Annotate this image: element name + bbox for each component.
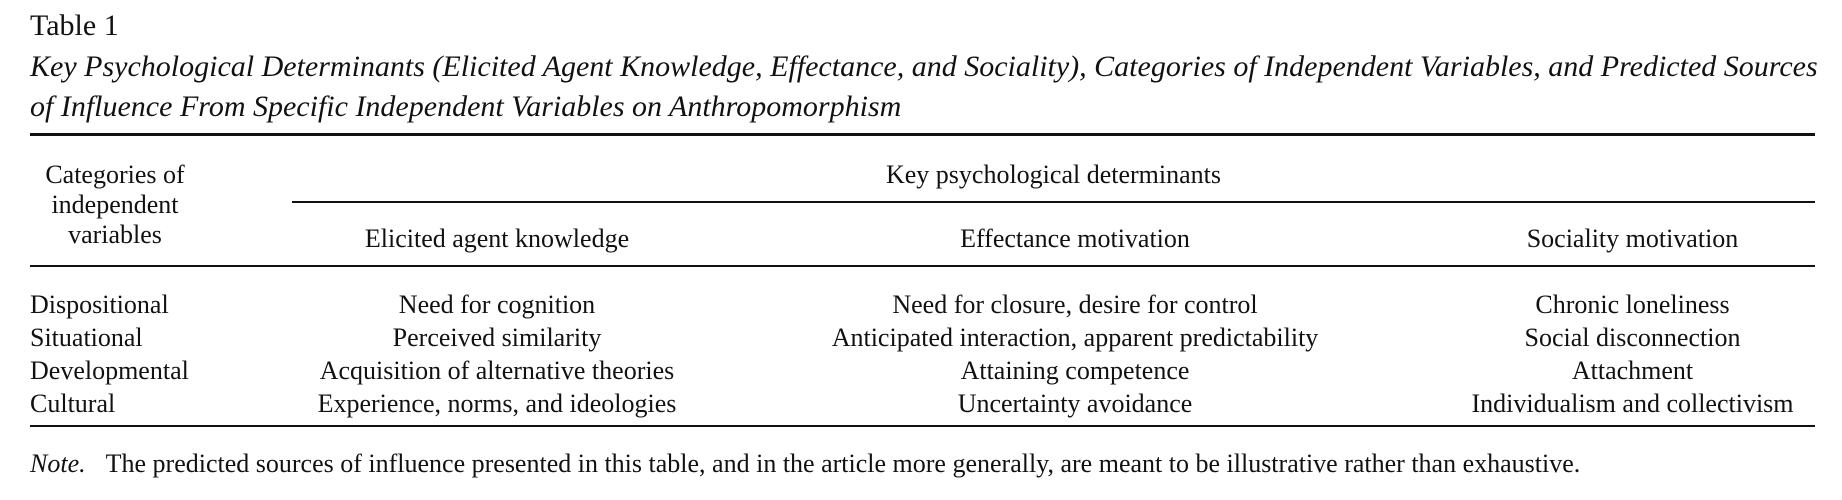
stub-header <box>30 160 200 250</box>
table-note <box>30 448 1580 480</box>
row-category: Developmental <box>30 356 189 385</box>
stub-header-line: independent <box>51 190 179 219</box>
table-cell: Perceived similarity <box>392 323 602 352</box>
table-row <box>0 289 1842 321</box>
row-category: Situational <box>30 323 143 352</box>
table-caption: Key Psychological Determinants (Elicited Agent Knowledge, Effectance, and Sociality), Categories of Independent Variables, and Predicted Sources of Influence From Specific Independent Variables on Anthropomorphism <box>30 50 1818 123</box>
table-row <box>0 388 1842 420</box>
table-cell: Acquisition of alternative theories <box>319 356 675 385</box>
stub-header-line: variables <box>68 220 162 249</box>
table-cell: Attaining competence <box>960 356 1190 385</box>
stub-header-line: Categories of <box>45 160 185 189</box>
note-text: The predicted sources of influence presented in this table, and in the article more generally, are meant to be illustrative rather than exhaustive. <box>105 449 1581 478</box>
table-cell: Individualism and collectivism <box>1471 389 1794 418</box>
row-category: Cultural <box>30 389 116 418</box>
table-cell: Anticipated interaction, apparent predictability <box>831 323 1319 352</box>
table-cell: Attachment <box>1571 356 1694 385</box>
table-cell: Need for cognition <box>398 290 596 319</box>
note-lead: Note. <box>30 449 86 478</box>
table-label: Table 1 <box>30 9 119 42</box>
header-rule <box>30 265 1815 267</box>
table-row <box>0 355 1842 387</box>
table-cell: Social disconnection <box>1524 323 1741 352</box>
table-cell: Uncertainty avoidance <box>957 389 1193 418</box>
table-cell: Chronic loneliness <box>1535 290 1730 319</box>
spanner-rule <box>292 201 1815 203</box>
column-header: Effectance motivation <box>960 224 1190 253</box>
table-row <box>0 322 1842 354</box>
bottom-rule <box>30 425 1815 427</box>
table-cell: Need for closure, desire for control <box>892 290 1258 319</box>
column-header: Sociality motivation <box>1526 224 1739 253</box>
column-header: Elicited agent knowledge <box>364 224 630 253</box>
row-category: Dispositional <box>30 290 169 319</box>
table-cell: Experience, norms, and ideologies <box>317 389 677 418</box>
spanner-header: Key psychological determinants <box>885 160 1222 189</box>
top-rule <box>30 133 1815 136</box>
